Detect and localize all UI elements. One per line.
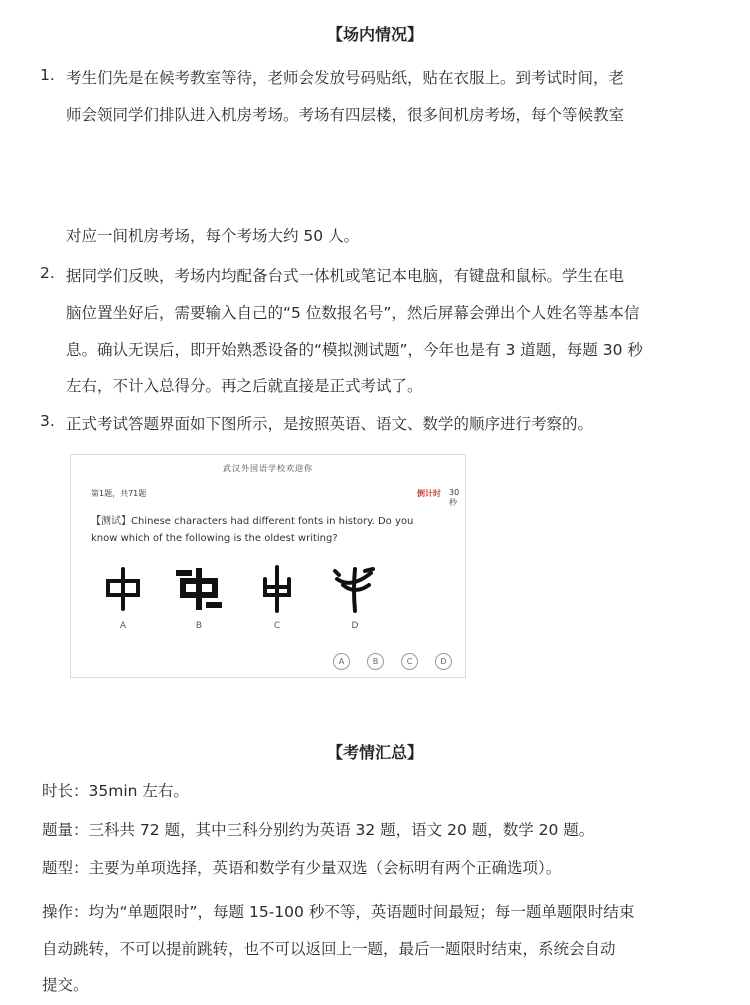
summary-count: 题量：三科共 72 题，其中三科分别约为英语 32 题，语文 20 题，数学 20 题。: [42, 821, 595, 839]
glyph-c-image: [253, 565, 301, 613]
timer-label: 倒计时: [417, 489, 441, 498]
option-c-button[interactable]: C: [401, 653, 418, 670]
timer-value: 30秒: [449, 488, 460, 507]
question-text: 【测试】Chinese characters had different fonts in history. Do you know which of the following is the oldest writing?: [91, 516, 414, 544]
exam-header: 武汉外国语学校欢迎你: [223, 464, 313, 473]
summary-operation-line2: 自动跳转，不可以提前跳转，也不可以返回上一题，最后一题限时结束，系统会自动: [42, 940, 616, 958]
glyph-label-d: D: [351, 621, 359, 631]
summary-duration: 时长：35min 左右。: [42, 782, 189, 800]
option-b-button[interactable]: B: [367, 653, 384, 670]
glyph-d-image: [331, 565, 379, 613]
summary-type: 题型：主要为单项选择，英语和数学有少量双选（会标明有两个正确选项）。: [42, 859, 562, 877]
summary-operation-line1: 操作：均为“单题限时”，每题 15-100 秒不等，英语题时间最短；每一题单题限时结束: [42, 903, 635, 921]
item1-line1: 考生们先是在候考教室等待，老师会发放号码贴纸，贴在衣服上。到考试时间，老: [66, 69, 625, 87]
glyph-label-b: B: [195, 621, 203, 631]
item2-line4: 左右，不计入总得分。再之后就直接是正式考试了。: [66, 377, 423, 395]
item2-line2: 脑位置坐好后，需要输入自己的“5 位数报名号”，然后屏幕会弹出个人姓名等基本信: [66, 304, 640, 322]
item1-line2: 师会领同学们排队进入机房考场。考场有四层楼，很多间机房考场，每个等候教室: [66, 106, 625, 124]
item2-line1: 据同学们反映，考场内均配备台式一体机或笔记本电脑，有键盘和鼠标。学生在电: [66, 267, 625, 285]
option-a-button[interactable]: A: [333, 653, 350, 670]
item-number-2: 2.: [40, 264, 55, 282]
summary-operation-line3: 提交。: [42, 976, 89, 994]
item-number-3: 3.: [40, 412, 55, 430]
option-d-button[interactable]: D: [435, 653, 452, 670]
glyph-a-image: [99, 565, 147, 613]
glyph-b-image: [175, 565, 223, 613]
question-count: 第1题，共71题: [91, 489, 147, 498]
item2-line3: 息。确认无误后，即开始熟悉设备的“模拟测试题”，今年也是有 3 道题，每题 30 秒: [66, 341, 643, 359]
item-number-1: 1.: [40, 66, 55, 84]
item3-line1: 正式考试答题界面如下图所示，是按照英语、语文、数学的顺序进行考察的。: [66, 415, 594, 433]
glyph-label-c: C: [273, 621, 281, 631]
section-title-venue: 【场内情况】: [326, 25, 423, 44]
item1-line3: 对应一间机房考场，每个考场大约 50 人。: [66, 227, 360, 245]
glyph-label-a: A: [119, 621, 127, 631]
exam-screenshot: [70, 454, 466, 678]
section-title-summary: 【考情汇总】: [326, 743, 423, 762]
